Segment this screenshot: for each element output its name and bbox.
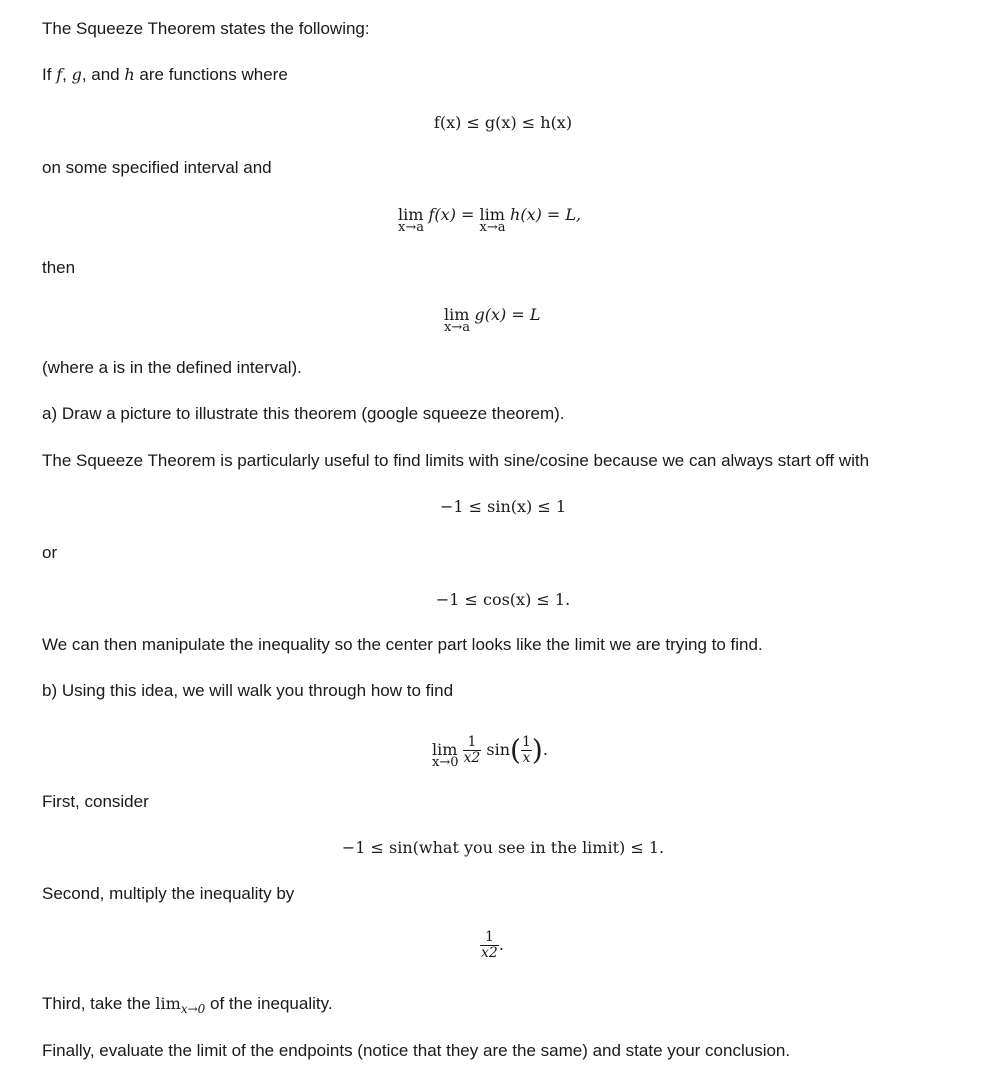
first-text: First, consider [42,792,149,811]
target-limit-expression: lim x→0 $\frac{1}{x2}$ sin( $\frac{1}{x}$ ). [432,733,548,770]
or-text: or [42,543,58,562]
limit-f-h-equation: lim x→a f(x) = lim x→a h(x) = L, [398,205,582,235]
inequality-fgh: f(x) ≤ g(x) ≤ h(x) [433,113,573,132]
then-text: then [42,258,76,277]
finally-text: Finally, evaluate the limit of the endpoints (notice that they are the same) and state your conclusion. [42,1041,791,1060]
f-symbol: f [56,65,63,84]
third-text: Third, take the $\lim_{x\to 0}$ of the inequality. [42,994,333,1017]
multiplier-fraction: $\frac{1}{x2}$ . [481,929,504,961]
sin-inequality: −1 ≤ sin(x) ≤ 1 [439,497,567,516]
useful-text: The Squeeze Theorem is particularly useful to find limits with sine/cosine because we can always start off with [42,451,870,470]
where-text: (where a is in the defined interval). [42,358,302,377]
h-symbol: h [124,65,135,84]
part-b-text: b) Using this idea, we will walk you through how to find [42,681,454,700]
manipulate-text: We can then manipulate the inequality so the center part looks like the limit we are trying to find. [42,635,763,654]
if-line: If f, g, and h are functions where [42,65,288,84]
interval-text: on some specified interval and [42,158,272,177]
second-text: Second, multiply the inequality by [42,884,295,903]
first-inequality: −1 ≤ sin(what you see in the limit) ≤ 1. [341,838,665,857]
limit-g-equation: lim x→a g(x) = L [444,305,541,335]
cos-inequality: −1 ≤ cos(x) ≤ 1. [435,590,571,609]
g-symbol: g [71,65,82,84]
intro-text: The Squeeze Theorem states the following: [42,19,370,38]
part-a-text: a) Draw a picture to illustrate this theorem (google squeeze theorem). [42,404,565,423]
